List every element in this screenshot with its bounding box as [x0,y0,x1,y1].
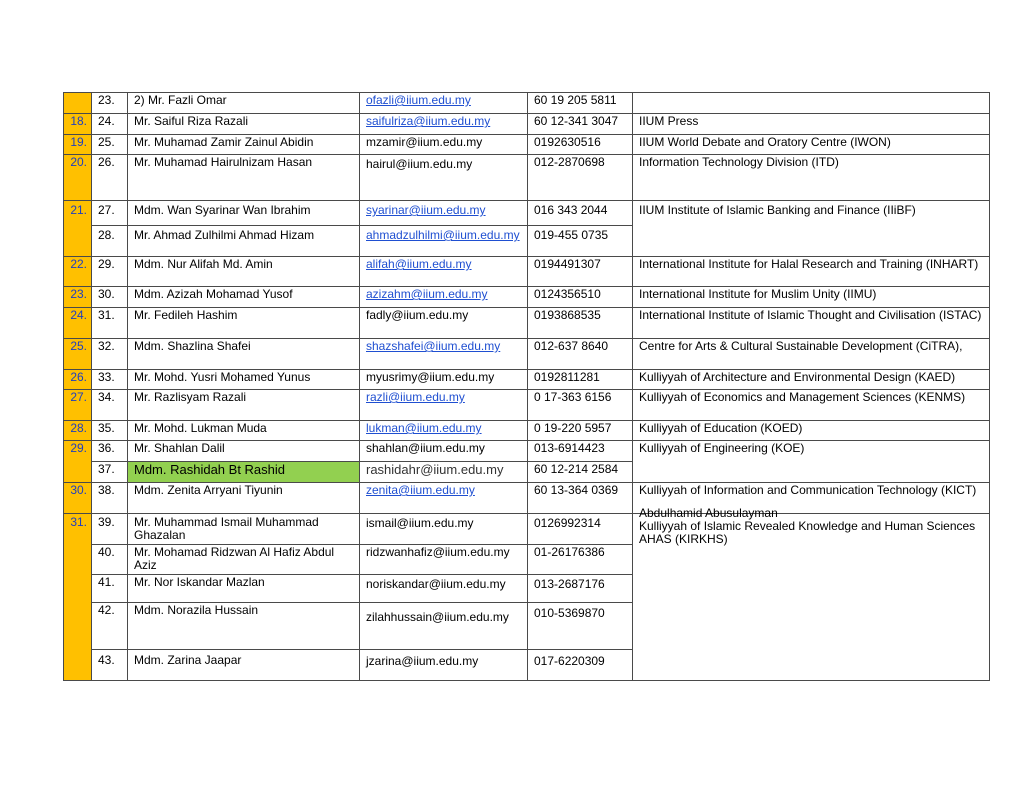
item-number-cell: 31. [92,308,128,339]
email-cell: zilahhussain@iium.edu.my [360,603,528,650]
email-cell [360,421,528,441]
phone-cell: 60 12-341 3047 [528,114,633,135]
table-row [64,135,990,155]
table-row [64,114,990,135]
item-number-cell: 41. [92,575,128,603]
name-cell: Mdm. Shazlina Shafei [128,339,360,370]
email-cell: rashidahr@iium.edu.my [360,462,528,483]
group-number-cell: 27. [64,390,92,421]
email-cell: shahlan@iium.edu.my [360,441,528,462]
table-row [64,441,990,462]
department-cell: Information Technology Division (ITD) [633,155,990,201]
department-cell: International Institute for Muslim Unity (IIMU) [633,287,990,308]
email-link[interactable]: ofazli@iium.edu.my [366,93,471,107]
email-cell: noriskandar@iium.edu.my [360,575,528,603]
department-cell: IIUM World Debate and Oratory Centre (IWON) [633,135,990,155]
phone-cell: 01-26176386 [528,545,633,575]
table-row [64,514,990,545]
item-number-cell: 35. [92,421,128,441]
item-number-cell: 34. [92,390,128,421]
email-cell: ismail@iium.edu.my [360,514,528,545]
email-link[interactable]: saifulriza@iium.edu.my [366,114,491,128]
item-number-cell: 25. [92,135,128,155]
group-number-cell: 25. [64,339,92,370]
group-number-cell: 21. [64,201,92,257]
email-cell: hairul@iium.edu.my [360,155,528,201]
phone-cell: 017-6220309 [528,650,633,681]
phone-cell: 013-2687176 [528,575,633,603]
kirkhs-department-cell [633,506,990,681]
email-cell [360,339,528,370]
name-cell: Mdm. Nur Alifah Md. Amin [128,257,360,287]
phone-cell: 012-637 8640 [528,339,633,370]
phone-cell: 0 17-363 6156 [528,390,633,421]
phone-cell: 60 12-214 2584 [528,462,633,483]
department-cell: IIUM Press [633,114,990,135]
group-number-cell [64,93,92,114]
department-cell [633,93,990,114]
item-number-cell: 28. [92,226,128,257]
department-cell: Kulliyyah of Education (KOED) [633,421,990,441]
email-cell: myusrimy@iium.edu.my [360,370,528,390]
phone-cell: 019-455 0735 [528,226,633,257]
email-link[interactable]: zenita@iium.edu.my [366,483,475,497]
email-cell [360,483,528,514]
name-cell: 2) Mr. Fazli Omar [128,93,360,114]
name-cell: Mdm. Azizah Mohamad Yusof [128,287,360,308]
item-number-cell: 23. [92,93,128,114]
kirkhs-line-1: Abdulhamid Abusulayman [639,506,778,520]
email-cell [360,93,528,114]
table-row [64,390,990,421]
name-cell: Mdm. Norazila Hussain [128,603,360,650]
phone-cell: 0124356510 [528,287,633,308]
email-cell: ridzwanhafiz@iium.edu.my [360,545,528,575]
name-cell: Mr. Nor Iskandar Mazlan [128,575,360,603]
phone-cell: 0126992314 [528,514,633,545]
email-cell: fadly@iium.edu.my [360,308,528,339]
item-number-cell: 26. [92,155,128,201]
email-link[interactable]: ahmadzulhilmi@iium.edu.my [366,228,520,242]
department-cell: Kulliyyah of Architecture and Environmental Design (KAED) [633,370,990,390]
name-cell: Mr. Ahmad Zulhilmi Ahmad Hizam [128,226,360,257]
email-link[interactable]: syarinar@iium.edu.my [366,203,486,217]
phone-cell: 013-6914423 [528,441,633,462]
item-number-cell: 30. [92,287,128,308]
email-link[interactable]: razli@iium.edu.my [366,390,465,404]
group-number-cell: 31. [64,514,92,681]
table-row [64,257,990,287]
name-cell: Mr. Muhamad Hairulnizam Hasan [128,155,360,201]
item-number-cell: 37. [92,462,128,483]
phone-cell: 0 19-220 5957 [528,421,633,441]
group-number-cell: 18. [64,114,92,135]
phone-cell: 0192630516 [528,135,633,155]
item-number-cell: 24. [92,114,128,135]
phone-cell: 60 19 205 5811 [528,93,633,114]
email-link[interactable]: azizahm@iium.edu.my [366,287,488,301]
group-number-cell: 24. [64,308,92,339]
item-number-cell: 29. [92,257,128,287]
group-number-cell: 19. [64,135,92,155]
email-link[interactable]: lukman@iium.edu.my [366,421,482,435]
group-number-cell: 23. [64,287,92,308]
table-row [64,93,990,114]
table-row [64,421,990,441]
department-cell: International Institute for Halal Research and Training (INHART) [633,257,990,287]
phone-cell: 0192811281 [528,370,633,390]
table-row [64,308,990,339]
phone-cell: 0193868535 [528,308,633,339]
name-cell: Mr. Muhamad Zamir Zainul Abidin [128,135,360,155]
phone-cell: 010-5369870 [528,603,633,650]
table-row [64,287,990,308]
table-row [64,370,990,390]
department-cell: IIUM Institute of Islamic Banking and Finance (IIiBF) [633,201,990,257]
item-number-cell: 40. [92,545,128,575]
highlighted-name-cell: Mdm. Rashidah Bt Rashid [128,462,360,483]
email-link[interactable]: shazshafei@iium.edu.my [366,339,501,353]
group-number-cell: 22. [64,257,92,287]
group-number-cell: 20. [64,155,92,201]
staff-contact-table [63,92,990,681]
email-cell [360,257,528,287]
department-cell: Kulliyyah of Economics and Management Sciences (KENMS) [633,390,990,421]
department-cell: Kulliyyah of Information and Communication Technology (KICT) [633,483,990,514]
table-row [64,155,990,201]
item-number-cell: 38. [92,483,128,514]
group-number-cell: 30. [64,483,92,514]
email-cell: mzamir@iium.edu.my [360,135,528,155]
name-cell: Mr. Muhammad Ismail Muhammad Ghazalan [128,514,360,545]
email-cell [360,201,528,226]
item-number-cell: 33. [92,370,128,390]
name-cell: Mr. Mohd. Yusri Mohamed Yunus [128,370,360,390]
department-cell: International Institute of Islamic Thought and Civilisation (ISTAC) [633,308,990,339]
phone-cell: 60 13-364 0369 [528,483,633,514]
item-number-cell: 27. [92,201,128,226]
name-cell: Mdm. Zarina Jaapar [128,650,360,681]
phone-cell: 012-2870698 [528,155,633,201]
name-cell: Mdm. Zenita Arryani Tiyunin [128,483,360,514]
group-number-cell: 26. [64,370,92,390]
item-number-cell: 42. [92,603,128,650]
department-cell: Centre for Arts & Cultural Sustainable Development (CiTRA), [633,339,990,370]
name-cell: Mr. Razlisyam Razali [128,390,360,421]
name-cell: Mr. Mohamad Ridzwan Al Hafiz Abdul Aziz [128,545,360,575]
phone-cell: 016 343 2044 [528,201,633,226]
name-cell: Mr. Fedileh Hashim [128,308,360,339]
group-number-cell: 28. [64,421,92,441]
item-number-cell: 32. [92,339,128,370]
item-number-cell: 39. [92,514,128,545]
item-number-cell: 43. [92,650,128,681]
name-cell: Mdm. Wan Syarinar Wan Ibrahim [128,201,360,226]
table-row [64,339,990,370]
table-row [64,201,990,226]
email-cell [360,226,528,257]
email-cell [360,114,528,135]
email-cell: jzarina@iium.edu.my [360,650,528,681]
item-number-cell: 36. [92,441,128,462]
email-cell [360,390,528,421]
phone-cell: 0194491307 [528,257,633,287]
group-number-cell: 29. [64,441,92,483]
email-link[interactable]: alifah@iium.edu.my [366,257,472,271]
department-cell: Kulliyyah of Engineering (KOE) [633,441,990,483]
name-cell: Mr. Saiful Riza Razali [128,114,360,135]
name-cell: Mr. Mohd. Lukman Muda [128,421,360,441]
kirkhs-line-2: Kulliyyah of Islamic Revealed Knowledge and Human Sciences AHAS (KIRKHS) [639,519,976,546]
email-cell [360,287,528,308]
name-cell: Mr. Shahlan Dalil [128,441,360,462]
